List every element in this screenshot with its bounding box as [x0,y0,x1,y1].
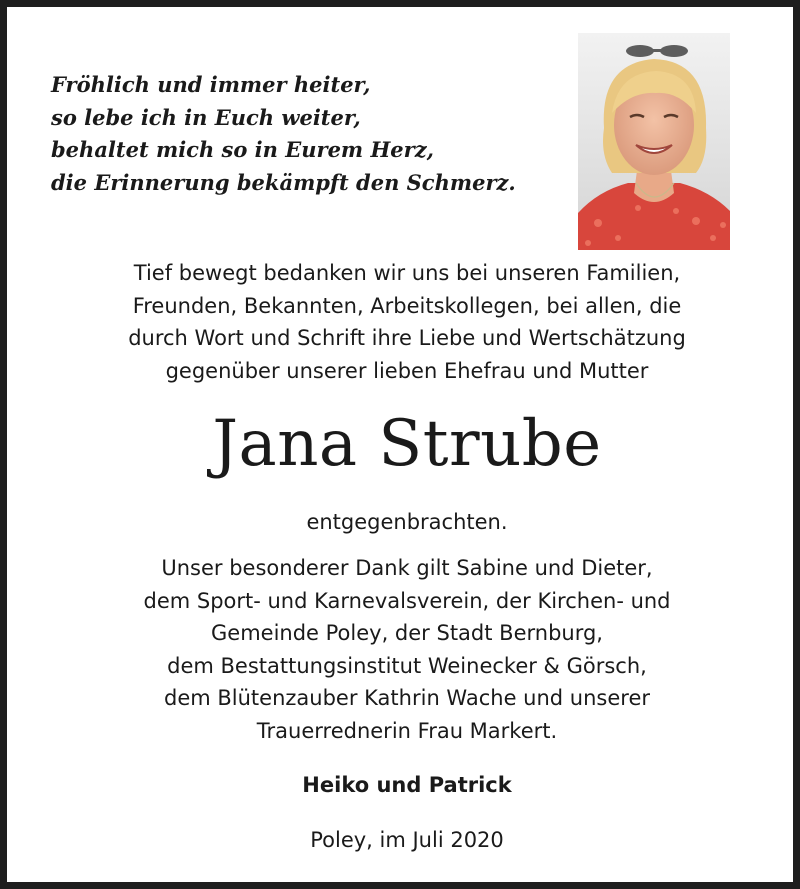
special-thanks-line-5: dem Blütenzauber Kathrin Wache und unserer [164,686,650,710]
thanks-paragraph [47,257,767,387]
signers: Heiko und Patrick [302,773,512,797]
special-thanks-line-3: Gemeinde Poley, der Stadt Bernburg, [211,621,603,645]
poem-line-1: Fröhlich und immer heiter, [51,72,371,97]
poem-line-2: so lebe ich in Euch weiter, [51,104,361,130]
thanks-line-1: Tief bewegt bedanken wir uns bei unseren Familien, [133,261,681,285]
special-thanks-line-6: Trauerrednerin Frau Markert. [256,718,558,743]
thanks-line-4: gegenüber unserer lieben Ehefrau und Mutter [165,358,649,383]
special-thanks-line-1: Unser besonderer Dank gilt Sabine und Dieter, [161,556,653,580]
thanks-line-3: durch Wort und Schrift ihre Liebe und Wertschätzung [128,326,686,350]
portrait-photo [578,33,730,250]
special-thanks-line-4: dem Bestattungsinstitut Weinecker & Görsch, [167,653,647,678]
thanks-line-2: Freunden, Bekannten, Arbeitskollegen, bei allen, die [132,293,682,318]
special-thanks-line-2: dem Sport- und Karnevalsverein, der Kirchen- und [143,588,671,613]
deceased-name: Jana Strube [212,407,602,481]
closing-word: entgegenbrachten. [306,510,508,534]
poem-line-4: die Erinnerung bekämpft den Schmerz. [51,169,516,195]
memorial-poem [51,69,551,199]
poem-line-3: behaltet mich so in Eurem Herz, [51,137,434,162]
special-thanks-paragraph [47,552,767,747]
place-date: Poley, im Juli 2020 [310,828,504,852]
